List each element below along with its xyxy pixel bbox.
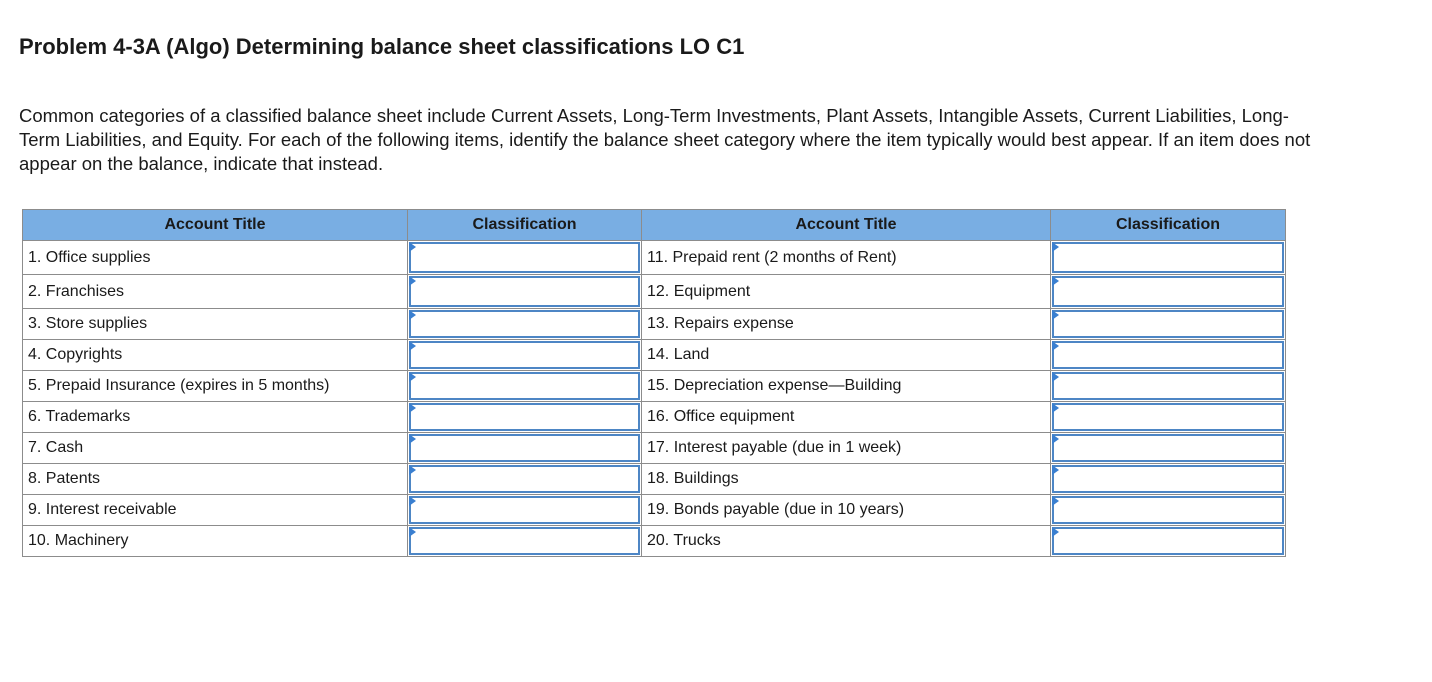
dropdown-triangle-icon <box>409 403 416 413</box>
classification-select[interactable] <box>409 242 640 273</box>
classification-select[interactable] <box>1052 276 1284 307</box>
account-title-right: 17. Interest payable (due in 1 week) <box>642 433 1051 464</box>
classification-select[interactable] <box>409 341 640 369</box>
account-title-right: 20. Trucks <box>642 526 1051 557</box>
dropdown-triangle-icon <box>409 341 416 351</box>
dropdown-triangle-icon <box>1052 465 1059 475</box>
table-row <box>23 340 1286 371</box>
header-account-title-left: Account Title <box>23 210 408 241</box>
classification-select[interactable] <box>409 496 640 524</box>
dropdown-triangle-icon <box>1052 310 1059 320</box>
account-title-right: 14. Land <box>642 340 1051 371</box>
account-title-left: 2. Franchises <box>23 275 408 309</box>
table-row <box>23 495 1286 526</box>
classification-cell-right <box>1051 464 1286 495</box>
table-row <box>23 241 1286 275</box>
classification-cell-right <box>1051 526 1286 557</box>
classification-cell-right <box>1051 433 1286 464</box>
classification-cell-left <box>408 526 642 557</box>
classification-table <box>22 209 1286 557</box>
account-title-right: 12. Equipment <box>642 275 1051 309</box>
dropdown-triangle-icon <box>409 465 416 475</box>
header-classification-left: Classification <box>408 210 642 241</box>
header-account-title-right: Account Title <box>642 210 1051 241</box>
classification-select[interactable] <box>1052 403 1284 431</box>
dropdown-triangle-icon <box>1052 276 1059 286</box>
classification-select[interactable] <box>1052 434 1284 462</box>
classification-cell-right <box>1051 241 1286 275</box>
classification-cell-left <box>408 340 642 371</box>
account-title-right: 16. Office equipment <box>642 402 1051 433</box>
account-title-left: 10. Machinery <box>23 526 408 557</box>
dropdown-triangle-icon <box>409 527 416 537</box>
account-title-left: 3. Store supplies <box>23 309 408 340</box>
classification-cell-left <box>408 464 642 495</box>
account-title-left: 5. Prepaid Insurance (expires in 5 months) <box>23 371 408 402</box>
table-body <box>23 241 1286 557</box>
account-title-right: 11. Prepaid rent (2 months of Rent) <box>642 241 1051 275</box>
dropdown-triangle-icon <box>409 276 416 286</box>
classification-select[interactable] <box>409 276 640 307</box>
classification-cell-right <box>1051 371 1286 402</box>
account-title-left: 8. Patents <box>23 464 408 495</box>
account-title-left: 6. Trademarks <box>23 402 408 433</box>
dropdown-triangle-icon <box>1052 372 1059 382</box>
classification-select[interactable] <box>1052 527 1284 555</box>
dropdown-triangle-icon <box>409 372 416 382</box>
account-title-right: 19. Bonds payable (due in 10 years) <box>642 495 1051 526</box>
dropdown-triangle-icon <box>409 496 416 506</box>
classification-select[interactable] <box>409 527 640 555</box>
classification-cell-left <box>408 309 642 340</box>
header-classification-right: Classification <box>1051 210 1286 241</box>
account-title-right: 15. Depreciation expense—Building <box>642 371 1051 402</box>
classification-select[interactable] <box>409 465 640 493</box>
account-title-right: 13. Repairs expense <box>642 309 1051 340</box>
account-title-left: 7. Cash <box>23 433 408 464</box>
classification-select[interactable] <box>1052 341 1284 369</box>
dropdown-triangle-icon <box>409 434 416 444</box>
classification-cell-left <box>408 495 642 526</box>
instructions-text: Common categories of a classified balance sheet include Current Assets, Long-Term Investments, Plant Assets, Intangible Assets, Current Liabilities, Long-Term Liabilities, and Equity. For each of the following items, identify the balance sheet category where the item typically would best appear. If an item does not appear on the balance, indicate that instead. <box>19 105 1311 174</box>
dropdown-triangle-icon <box>409 242 416 252</box>
classification-select[interactable] <box>1052 310 1284 338</box>
classification-cell-right <box>1051 275 1286 309</box>
account-title-left: 4. Copyrights <box>23 340 408 371</box>
dropdown-triangle-icon <box>1052 527 1059 537</box>
page-title: Problem 4-3A (Algo) Determining balance sheet classifications LO C1 <box>19 34 745 59</box>
table-row <box>23 433 1286 464</box>
classification-select[interactable] <box>409 434 640 462</box>
classification-cell-left <box>408 241 642 275</box>
classification-cell-right <box>1051 402 1286 433</box>
account-title-left: 1. Office supplies <box>23 241 408 275</box>
classification-cell-left <box>408 402 642 433</box>
table-row <box>23 464 1286 495</box>
classification-cell-left <box>408 433 642 464</box>
dropdown-triangle-icon <box>409 310 416 320</box>
dropdown-triangle-icon <box>1052 403 1059 413</box>
table-header-row <box>23 210 1286 241</box>
dropdown-triangle-icon <box>1052 242 1059 252</box>
account-title-left: 9. Interest receivable <box>23 495 408 526</box>
classification-cell-left <box>408 275 642 309</box>
classification-cell-right <box>1051 309 1286 340</box>
classification-select[interactable] <box>409 372 640 400</box>
classification-select[interactable] <box>1052 372 1284 400</box>
classification-select[interactable] <box>409 310 640 338</box>
dropdown-triangle-icon <box>1052 434 1059 444</box>
table-row <box>23 309 1286 340</box>
dropdown-triangle-icon <box>1052 341 1059 351</box>
classification-select[interactable] <box>409 403 640 431</box>
table-row <box>23 526 1286 557</box>
classification-cell-right <box>1051 495 1286 526</box>
table-row <box>23 275 1286 309</box>
table-row <box>23 402 1286 433</box>
classification-select[interactable] <box>1052 465 1284 493</box>
classification-cell-right <box>1051 340 1286 371</box>
table-row <box>23 371 1286 402</box>
classification-cell-left <box>408 371 642 402</box>
dropdown-triangle-icon <box>1052 496 1059 506</box>
classification-select[interactable] <box>1052 496 1284 524</box>
account-title-right: 18. Buildings <box>642 464 1051 495</box>
classification-select[interactable] <box>1052 242 1284 273</box>
